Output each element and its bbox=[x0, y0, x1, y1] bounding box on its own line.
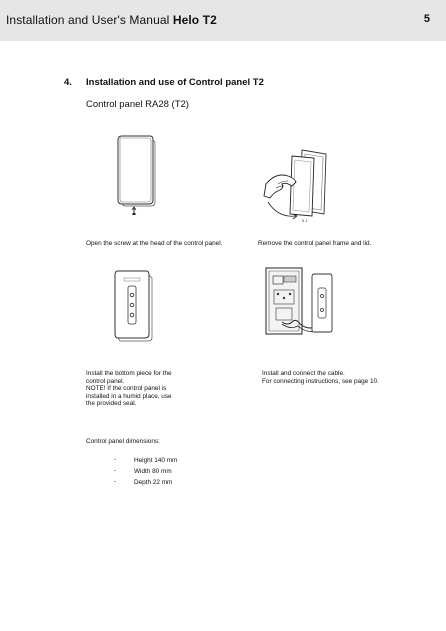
bottom-piece-illustration bbox=[110, 268, 156, 344]
product-name: Helo T2 bbox=[172, 13, 217, 27]
page-header bbox=[0, 0, 446, 41]
figure-caption: Open the screw at the head of the control panel. bbox=[86, 240, 223, 247]
figure-caption: Remove the control panel frame and lid. bbox=[258, 240, 372, 247]
dimensions-heading: Control panel dimensions: bbox=[86, 438, 160, 445]
section-subtitle: Control panel RA28 (T2) bbox=[86, 99, 189, 110]
bullet: - bbox=[114, 456, 117, 463]
bullet: - bbox=[114, 478, 117, 485]
bullet: - bbox=[114, 467, 117, 474]
svg-text:5 1: 5 1 bbox=[302, 218, 308, 223]
figure-caption: Install and connect the cable. For connecting instructions, see page 10. bbox=[262, 370, 379, 385]
figure-caption: Install the bottom piece for the control panel. NOTE! If the control panel is installed in a humid place, use the provided seal. bbox=[86, 370, 172, 408]
section-title: Installation and use of Control panel T2 bbox=[86, 77, 264, 88]
remove-frame-illustration bbox=[262, 148, 332, 224]
closed-panel-illustration bbox=[112, 134, 158, 218]
section-number: 4. bbox=[64, 77, 72, 88]
manual-title: Installation and User's Manual Helo T2 bbox=[6, 13, 217, 27]
page-number: 5 bbox=[423, 13, 430, 25]
cable-connection-illustration bbox=[262, 264, 338, 344]
